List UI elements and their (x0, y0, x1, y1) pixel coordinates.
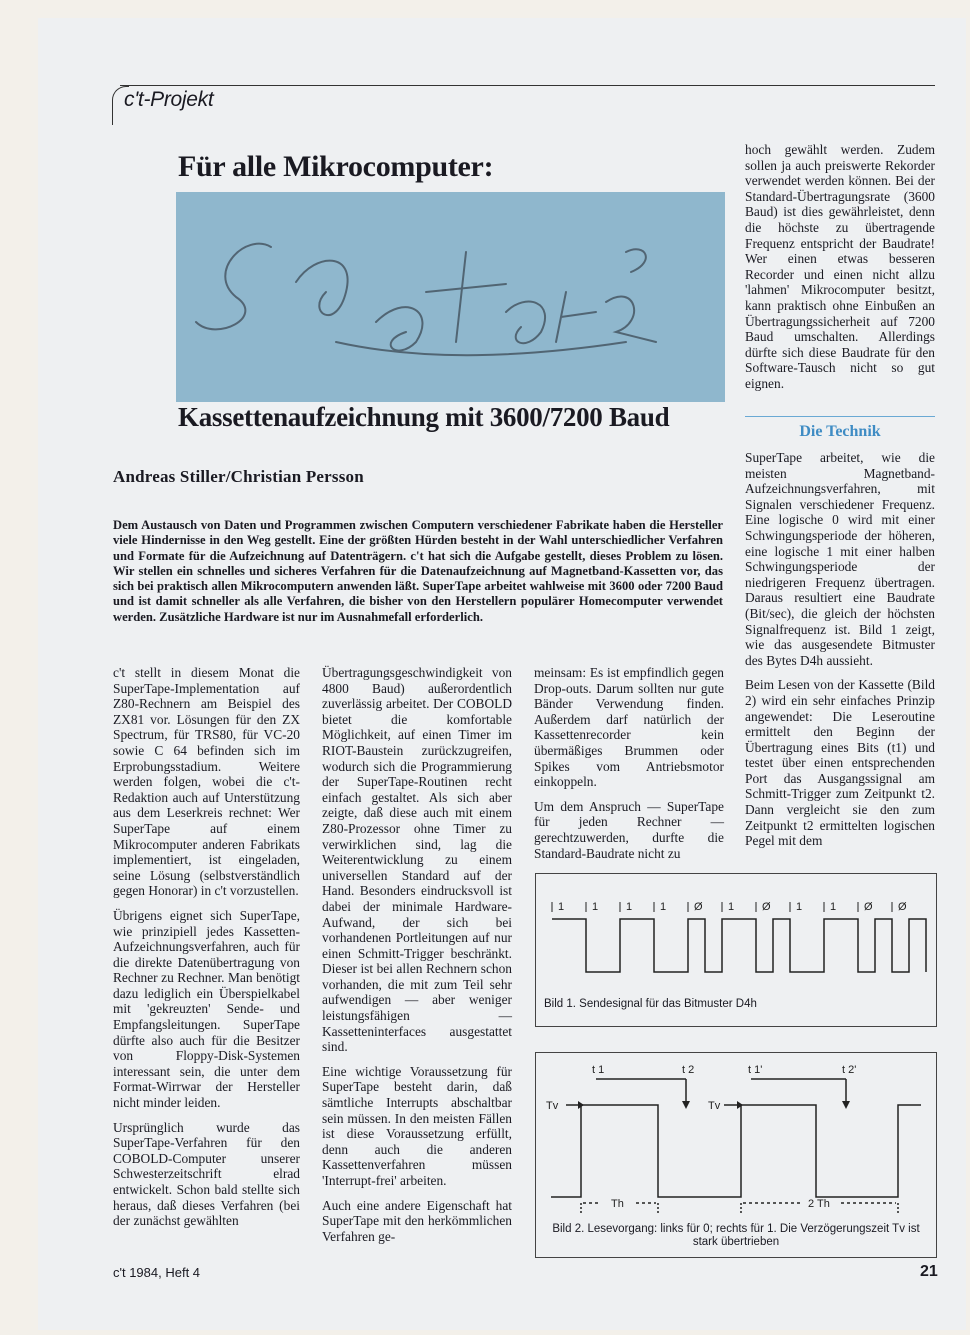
bit-label: Ø (694, 901, 703, 913)
bit-label: 1 (796, 901, 803, 913)
column-2 (322, 665, 512, 1253)
label-2th: 2 Th (808, 1198, 830, 1210)
bit-label: Ø (898, 901, 907, 913)
bit-label: Ø (864, 901, 873, 913)
paragraph: Übertragungsgeschwindigkeit von 4800 Baud) außerordentlich zuverlässig arbeitet. Der COBOLD bietet die komfortable Möglichkeit, auf einen Timer im RIOT-Baustein zurückzugreifen, wodurch sich die Programmierung der SuperTape-Routinen recht einfach gestaltet. Als sich aber zeigte, daß diese auch mit einem Z80-Prozessor ohne Timer zu verwirklichen sind, lag die Weiterentwicklung zu einem universellen Standard auf der Hand. Besonders eindrucksvoll ist dabei der minimale Hardware-Aufwand, der sich bei vorhandenen Portleitungen auf nur einen Schmitt-Trigger beschränkt. Dieser ist bei allen Rechnern schon vorhanden, die mit zum Teil sehr aufwendigen — aber weniger leistungsfähigen — Kassetteninterfaces ausgestattet sind. (322, 665, 512, 1055)
section-title: Die Technik (745, 416, 935, 441)
header-rule (120, 85, 935, 86)
hero-image (176, 192, 725, 402)
figure-1-caption: Bild 1. Sendesignal für das Bitmuster D4h (544, 998, 757, 1010)
label-t2: t 2 (682, 1064, 695, 1076)
bit-label: 1 (660, 901, 667, 913)
article-subtitle: Kassettenaufzeichnung mit 3600/7200 Baud (178, 402, 670, 432)
figure-1 (535, 873, 937, 1027)
kicker: c't-Projekt (124, 88, 214, 111)
label-t1-prime: t 1' (748, 1064, 763, 1076)
bit-label: 1 (592, 901, 599, 913)
bit-label: 1 (626, 901, 633, 913)
article-title: Für alle Mikrocomputer: (178, 150, 494, 183)
label-th: Th (611, 1198, 624, 1210)
bit-label: 1 (558, 901, 565, 913)
page-number: 21 (920, 1263, 938, 1280)
paragraph: Ursprünglich wurde das SuperTape-Verfahren für den COBOLD-Computer unserer Schwesterzeitschrift elrad entwickelt. Schon bald stellte sich heraus, daß dieses Verfahren (bei der zunächst gewählten (113, 1119, 300, 1229)
label-t1: t 1 (592, 1064, 605, 1076)
paragraph: meinsam: Es ist empfindlich gegen Drop-outs. Darum sollten nur gute Bänder Verwendung finden. Außerdem darf natürlich der Kassettenrecorder kein übermäßiges Brummen oder Spikes vom Antriebsmotor einkoppeln. (534, 665, 724, 790)
bit-label: 1 (728, 901, 735, 913)
paragraph: c't stellt in diesem Monat die SuperTape-Implementation auf Z80-Rechnern am Beispiel des ZX81 vor. Lösungen für den ZX Spectrum, für TRS80, für VC-20 sowie C 64 befinden sich im Erprobungsstadium. Weitere werden folgen, wobei die c't-Redaktion auch auf Unterstützung aus dem Leserkreis rechnet: Wer SuperTape auf einem Mikrocomputer anderen Fabrikats implementiert, ist eingeladen, seine Lösung (selbstverständlich gegen Honorar) in c't vorzustellen. (113, 665, 300, 899)
column-1 (113, 665, 300, 1238)
bitmuster-diagram (536, 874, 936, 994)
label-tv-left: Tv (546, 1100, 559, 1112)
hero-scratched-logo (176, 192, 725, 402)
label-tv-right: Tv (708, 1100, 721, 1112)
paragraph: SuperTape arbeitet, wie die meisten Magnetband-Aufzeichnungsverfahren, mit Signalen verschiedener Frequenz. Eine logische 0 wird mit einer Schwingungsperiode der höheren, eine logische 1 mit einer halben Schwingungsperiode der niedrigeren Frequenz übertragen. Daraus resultiert eine Baudrate (Bit/sec), die gleich der höchsten Signalfrequenz ist. Bild 1 zeigt, wie das ausgesendete Bitmuster des Bytes D4h aussieht. (745, 450, 935, 668)
bit-label: 1 (830, 901, 837, 913)
paragraph: hoch gewählt werden. Zudem sollen ja auch preiswerte Rekorder verwendet werden können. Bei der Standard-Übertragungsrate (3600 Baud) ist dies gewährleistet, denn die höchste zu übertragende Frequenz entspricht der Baudrate! Wer einen etwas besseren Recorder und einen nicht allzu 'lahmen' Mikrocomputer besitzt, kann praktisch ohne Einbußen an Übertragungssicherheit auf 7200 Baud umschalten. Allerdings dürfte sich diese Baudrate für den Software-Tausch nicht so gut eignen. (745, 142, 935, 391)
authors: Andreas Stiller/Christian Persson (113, 467, 364, 486)
footer-source: c't 1984, Heft 4 (113, 1265, 201, 1280)
bit-label: Ø (762, 901, 771, 913)
signal-waveform (552, 919, 926, 972)
column-3 (534, 665, 724, 870)
paragraph: Eine wichtige Voraussetzung für SuperTape besteht darin, daß sämtliche Interrupts abschaltbar sein müssen. In den meisten Fällen ist diese Voraussetzung erfüllt, denn auch die anderen Kassettenverfahren müssen 'Interrupt-frei' arbeiten. (322, 1063, 512, 1188)
lesevorgang-diagram (536, 1053, 936, 1221)
paragraph: Übrigens eignet sich SuperTape, wie prinzipiell jedes Kassetten-Aufzeichnungsverfahren, auch für die direkte Datenübertragung von Rechner zu Rechner. Man benötigt dazu lediglich ein Überspielkabel mit 'gekreuzten' Sende- und Empfangsleitungen. SuperTape dürfte also auch für die Besitzer von Floppy-Disk-Systemen interessant sein, die unter dem Format-Wirrwar der Hersteller nicht minder leiden. (113, 907, 300, 1111)
paragraph: Auch eine andere Eigenschaft hat SuperTape mit den herkömmlichen Verfahren ge- (322, 1197, 512, 1244)
paragraph: Beim Lesen von der Kassette (Bild 2) wird ein sehr einfaches Prinzip angewendet: Die Leseroutine ermittelt den Beginn der Übertragung eines Bits (t1) und testet über einen entsprechenden Port das Ausgangssignal am Schmitt-Trigger zum Zeitpunkt t2. Dann vergleicht sie den zum Zeitpunkt t2 ermittelten logischen Pegel mit dem (745, 677, 935, 849)
column-4 (745, 142, 935, 401)
figure-2 (535, 1052, 937, 1258)
paragraph: Um dem Anspruch — SuperTape für jeden Rechner — gerechtzuwerden, durfte die Standard-Baudrate nicht zu (534, 798, 724, 861)
figure-2-caption: Bild 2. Lesevorgang: links für 0; rechts für 1. Die Verzögerungszeit Tv ist stark übertrieben (552, 1223, 920, 1248)
label-t2-prime: t 2' (842, 1064, 857, 1076)
column-4-technik (745, 450, 935, 858)
lead-paragraph: Dem Austausch von Daten und Programmen zwischen Computern verschiedener Fabrikate haben die Hersteller viele Hindernisse in den Weg gestellt. Eine der größten Hürden besteht in der Wahl unterschiedlicher Verfahren und Formate für die Aufzeichnung auf Datenträgern. c't hat sich die Aufgabe gestellt, dieses Problem zu lösen. Wir stellen ein schnelles und sicheres Verfahren für die Datenaufzeichnung auf Magnetband-Kassetten vor, das sich bei praktisch allen Mikrocomputern anwenden läßt. SuperTape arbeitet wahlweise mit 3600 oder 7200 Baud und ist damit schneller als alle Verfahren, die bisher von den Herstellern populärer Homecomputer verwendet werden. Zusätzliche Hardware ist nur im Ausnahmefall erforderlich. (113, 518, 723, 624)
